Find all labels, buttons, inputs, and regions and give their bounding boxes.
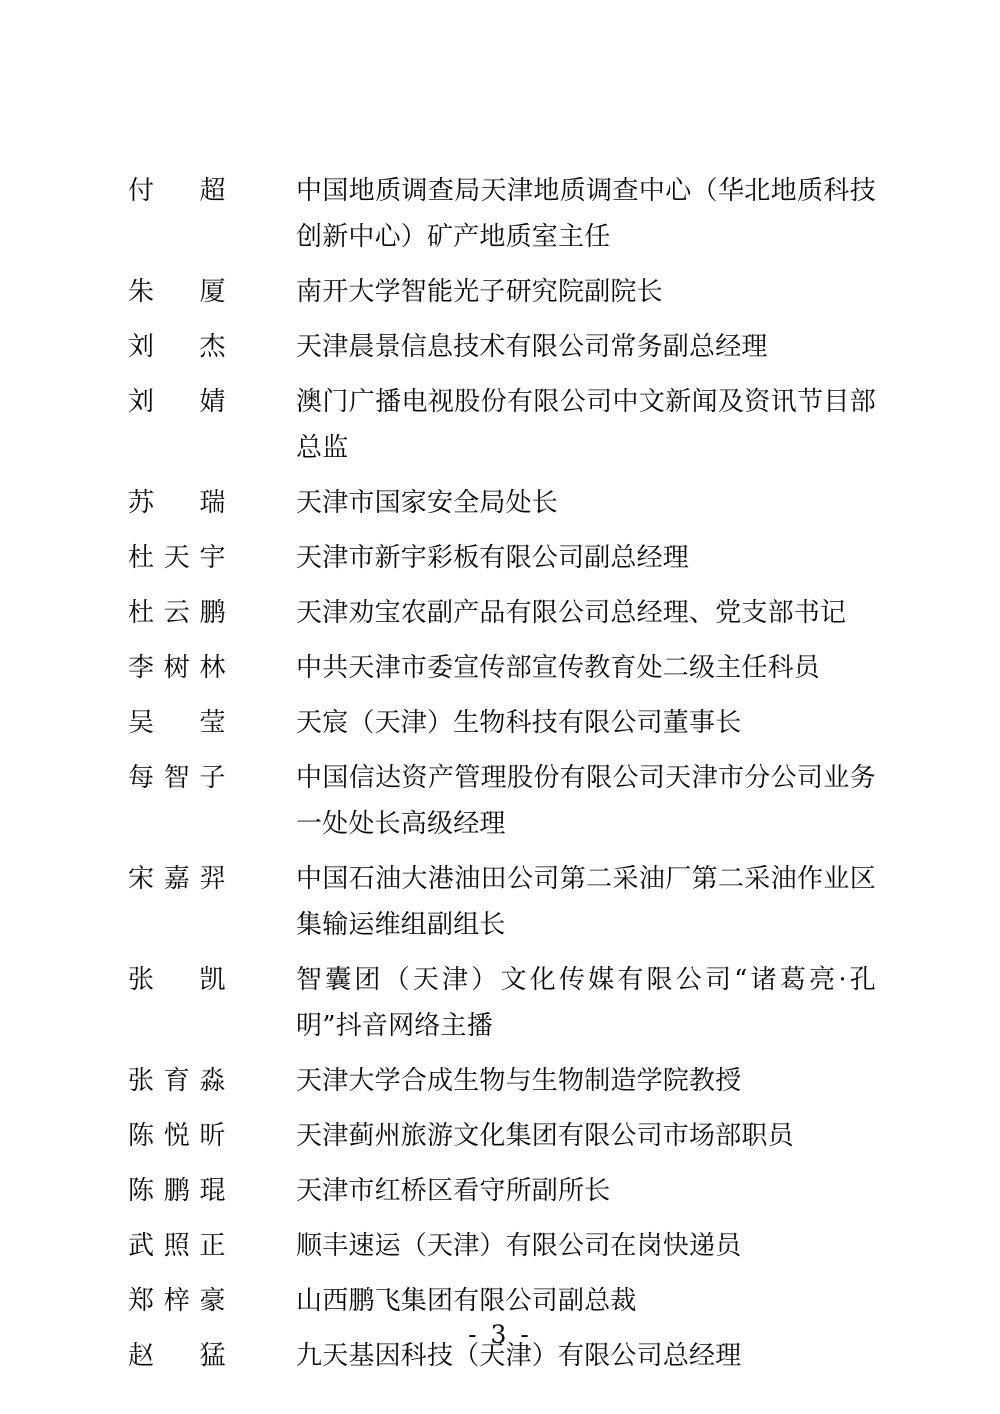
list-item (128, 856, 876, 948)
person-name: 朱 厦 (128, 277, 226, 307)
person-name: 杜天宇 (128, 543, 226, 573)
list-item (128, 535, 876, 581)
list-item (128, 1113, 876, 1159)
person-title: 天津市红桥区看守所副所长 (296, 1176, 611, 1206)
person-name: 每智子 (128, 763, 226, 793)
list-item (128, 1168, 876, 1214)
person-title: 中共天津市委宣传部宣传教育处二级主任科员 (296, 653, 821, 683)
list-item (128, 269, 876, 315)
person-name: 张 凯 (128, 965, 226, 995)
person-name: 刘 杰 (128, 332, 226, 362)
person-name: 苏 瑞 (128, 488, 226, 518)
person-name: 杜云鹏 (128, 598, 226, 628)
person-title: 天津市国家安全局处长 (296, 488, 559, 518)
name-list (128, 168, 876, 1388)
person-name: 陈悦昕 (128, 1121, 226, 1151)
person-name: 付 超 (128, 176, 226, 206)
person-title: 顺丰速运（天津）有限公司在岗快递员 (296, 1231, 742, 1261)
person-title: 中国地质调查局天津地质调查中心（华北地质科技创新中心）矿产地质室主任 (296, 176, 876, 252)
person-name: 张育淼 (128, 1066, 226, 1096)
list-item (128, 1223, 876, 1269)
list-item (128, 168, 876, 260)
person-name: 武照正 (128, 1231, 226, 1261)
list-item (128, 700, 876, 746)
person-title: 中国信达资产管理股份有限公司天津市分公司业务一处处长高级经理 (296, 763, 876, 839)
person-title: 天津蓟州旅游文化集团有限公司市场部职员 (296, 1121, 794, 1151)
person-title: 南开大学智能光子研究院副院长 (296, 277, 663, 307)
list-item (128, 590, 876, 636)
person-name: 郑梓豪 (128, 1286, 226, 1316)
person-title: 中国石油大港油田公司第二采油厂第二采油作业区集输运维组副组长 (296, 864, 876, 940)
page-number: - 3 - (468, 1320, 532, 1349)
list-item (128, 480, 876, 526)
list-item (128, 1058, 876, 1104)
person-title: 天津劝宝农副产品有限公司总经理、党支部书记 (296, 598, 847, 628)
person-title: 天津市新宇彩板有限公司副总经理 (296, 543, 690, 573)
person-name: 吴 莹 (128, 708, 226, 738)
person-name: 刘 婧 (128, 387, 226, 417)
person-name: 李树林 (128, 653, 226, 683)
person-title: 山西鹏飞集团有限公司副总裁 (296, 1286, 637, 1316)
person-title: 澳门广播电视股份有限公司中文新闻及资讯节目部总监 (296, 387, 876, 463)
person-name: 赵 猛 (128, 1341, 226, 1371)
person-title: 天宸（天津）生物科技有限公司董事长 (296, 708, 742, 738)
person-title: 天津晨景信息技术有限公司常务副总经理 (296, 332, 768, 362)
list-item (128, 645, 876, 691)
person-title: 九天基因科技（天津）有限公司总经理 (296, 1341, 742, 1371)
list-item (128, 1278, 876, 1324)
person-name: 宋嘉羿 (128, 864, 226, 894)
list-item (128, 379, 876, 471)
list-item (128, 324, 876, 370)
list-item (128, 957, 876, 1049)
person-title: 天津大学合成生物与生物制造学院教授 (296, 1066, 742, 1096)
person-title: 智囊团（天津）文化传媒有限公司“诸葛亮·孔明”抖音网络主播 (296, 965, 876, 1041)
list-item (128, 755, 876, 847)
person-name: 陈鹏琨 (128, 1176, 226, 1206)
